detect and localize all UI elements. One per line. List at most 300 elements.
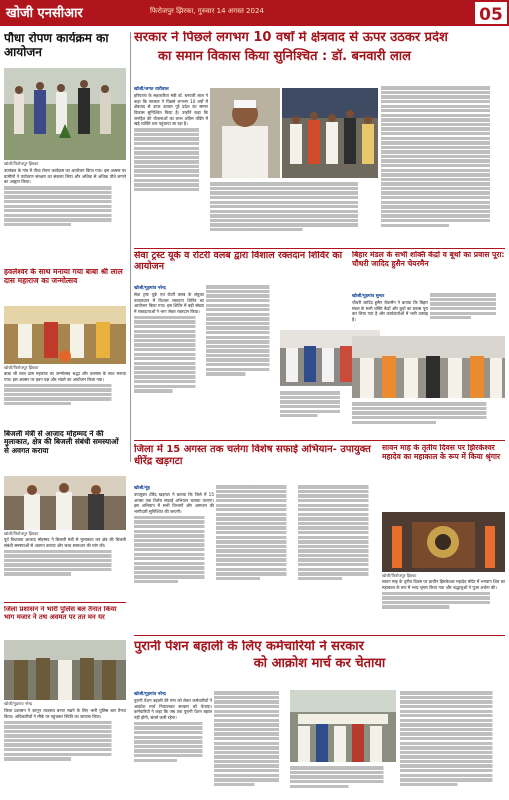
text-line: [4, 209, 126, 212]
text-line: [382, 601, 505, 604]
lead-photo-event: [282, 88, 378, 178]
text-line: [4, 200, 126, 203]
text-line: [134, 325, 204, 328]
text-line: [298, 577, 378, 580]
text-line: [206, 308, 278, 311]
text-line: [4, 568, 126, 571]
text-line: [4, 748, 126, 751]
text-line: [206, 290, 278, 293]
text-line: [216, 531, 296, 534]
text-line: [4, 191, 126, 194]
electricity-body: पूर्व विधायक आजाद मोहम्मद ने बिजली मंत्री से मुलाकात कर क्षेत्र की बिजली संबंधी समस्याओं से अवगत कराया और जल्द समाधान की मांग की।: [4, 537, 126, 548]
text-line: [298, 490, 378, 493]
text-line: [210, 214, 378, 217]
bihar-headline: बिहार मंडल के सभी शक्ति केंद्रों व बूथों का प्रवास पूरा: चौधरी जादिद हुसैन चेयरमैन: [352, 251, 505, 268]
text-line: [206, 336, 278, 339]
electricity-headline: बिजली मंत्री से आजाद मोहम्मद ने की मुलाकात, क्षेत्र की बिजली संबंधी समस्याओं से अवगत कराया: [4, 430, 119, 455]
pension-headline-line2: को आक्रोश मार्च कर चेताया: [253, 655, 386, 671]
text-line: [381, 91, 505, 94]
text-line: [134, 137, 208, 140]
party-workers-image: [352, 336, 505, 398]
blood-camp-text-col3: [280, 390, 348, 434]
text-line: [298, 554, 378, 557]
text-line: [400, 728, 505, 731]
cleanliness-text-col2: [216, 484, 296, 632]
text-line: [134, 580, 214, 583]
lead-text-col-right: [381, 85, 505, 245]
story-shravan: [382, 444, 505, 488]
text-line: [134, 722, 212, 725]
text-line: [298, 540, 378, 543]
text-line: [381, 114, 505, 117]
pension-text-col2: [214, 690, 288, 798]
text-line: [216, 545, 296, 548]
police-body: जिला प्रशासन ने कानून व्यवस्था बनाए रखने के लिए भारी पुलिस बल तैनात किया। अधिकारियों ने मौके पर पहुंचकर स्थिति का जायजा लिया।: [4, 708, 126, 719]
text-line: [400, 737, 505, 740]
text-line: [134, 516, 214, 519]
text-line: [4, 572, 126, 575]
text-line: [134, 348, 204, 351]
text-line: [206, 368, 278, 371]
event-crowd-image: [282, 88, 378, 178]
text-line: [214, 705, 288, 708]
text-line: [134, 188, 208, 191]
text-line: [290, 775, 396, 778]
tree-plantation-caption: खोजी/फिरोजपुर झिरका: [4, 161, 39, 166]
pension-headline-line1: पुरानी पेंशन बहाली के लिए कर्मचारियों ने सरकार: [134, 640, 364, 654]
text-line: [134, 169, 208, 172]
text-line: [214, 774, 288, 777]
text-line: [216, 494, 296, 497]
text-line: [381, 137, 505, 140]
text-line: [134, 731, 212, 734]
text-line: [206, 372, 278, 375]
text-line: [381, 155, 505, 158]
text-line: [298, 558, 378, 561]
text-line: [298, 504, 378, 507]
text-line: [298, 499, 378, 502]
lead-headline-line2: का समान विकास किया सुनिश्चित : डॉ. बनवारी लाल: [158, 48, 411, 64]
text-line: [134, 575, 214, 578]
text-line: [134, 156, 208, 159]
text-line: [216, 568, 296, 571]
dateline: फिरोजपुर झिरका, गुरुवार 14 अगस्त 2024: [150, 7, 264, 15]
text-line: [134, 362, 204, 365]
police-caption: खोजी/गुड़गांव नरेन्द्र: [4, 701, 33, 706]
text-line: [206, 331, 278, 334]
text-line: [4, 725, 126, 728]
bihar-text-lower: [352, 401, 505, 435]
text-line: [214, 691, 288, 694]
text-line: [298, 522, 378, 525]
text-line: [400, 723, 505, 726]
text-line: [4, 186, 126, 189]
text-line: [298, 513, 378, 516]
text-line: [134, 380, 204, 383]
pension-text-under-photo: [290, 765, 396, 798]
text-line: [216, 485, 296, 488]
text-line: [134, 353, 204, 356]
text-line: [381, 191, 505, 194]
text-line: [206, 299, 278, 302]
text-line: [210, 201, 378, 204]
text-line: [134, 740, 212, 743]
cleanliness-body: उपायुक्त धीरेंद्र खड़गटा ने बताया कि जिले में 15 अगस्त तक विशेष सफाई अभियान चलाया जाएगा। इस अभियान में सभी विभागों और आमजन की भागीदारी सुनिश्चित की जाएगी।: [134, 492, 214, 515]
text-line: [210, 228, 378, 231]
text-line: [400, 774, 505, 777]
text-line: [134, 385, 204, 388]
page-number: 05: [473, 0, 509, 26]
text-line: [400, 783, 505, 786]
text-line: [298, 531, 378, 534]
havan-headline: हवलेश्वर के साथ मनाया गया बाबा श्री लाल दास महाराज का जन्मोत्सव: [4, 268, 123, 285]
havan-caption: खोजी/फिरोजपुर झिरका: [4, 365, 39, 370]
text-line: [400, 700, 505, 703]
text-line: [400, 755, 505, 758]
havan-text: [4, 371, 126, 427]
bihar-body: चौधरी जादिद हुसैन चेयरमैन ने बताया कि बिहार मंडल के सभी शक्ति केंद्रों और बूथों का प्रवास पूरा कर लिया गया है और कार्यकर्ताओं में भारी उत्साह है।: [352, 300, 428, 323]
text-line: [216, 490, 296, 493]
text-line: [381, 118, 505, 121]
text-line: [134, 371, 204, 374]
text-line: [214, 737, 288, 740]
text-line: [381, 109, 505, 112]
text-line: [430, 298, 505, 301]
cleanliness-text: [134, 484, 214, 632]
section-divider: [134, 248, 505, 249]
text-line: [206, 313, 278, 316]
newspaper-name: खोजी एनसीआर: [6, 6, 83, 21]
text-line: [4, 730, 126, 733]
text-line: [381, 86, 505, 89]
story-bihar: [352, 251, 505, 291]
text-line: [134, 759, 212, 762]
text-line: [134, 375, 204, 378]
cleanliness-text-col3: [298, 484, 378, 632]
tree-plantation-photo: [4, 68, 126, 160]
text-line: [381, 219, 505, 222]
story-havan: [4, 268, 126, 308]
shiva-shringar-image: [382, 512, 505, 572]
text-line: [298, 549, 378, 552]
text-line: [381, 141, 505, 144]
text-line: [216, 554, 296, 557]
text-line: [134, 389, 204, 392]
pension-text-col4: [400, 690, 505, 798]
text-line: [216, 577, 296, 580]
text-line: [216, 499, 296, 502]
text-line: [381, 187, 505, 190]
text-line: [206, 340, 278, 343]
text-line: [381, 146, 505, 149]
text-line: [134, 745, 212, 748]
text-line: [381, 105, 505, 108]
text-line: [400, 696, 505, 699]
text-line: [298, 536, 378, 539]
text-line: [4, 739, 126, 742]
text-line: [381, 169, 505, 172]
text-line: [381, 164, 505, 167]
text-line: [381, 201, 505, 204]
text-line: [134, 530, 214, 533]
text-line: [214, 760, 288, 763]
text-line: [206, 358, 278, 361]
text-line: [216, 563, 296, 566]
text-line: [134, 316, 204, 319]
blood-camp-text: [134, 284, 204, 434]
havan-photo: [4, 306, 126, 364]
text-line: [134, 566, 214, 569]
text-line: [430, 307, 505, 310]
text-line: [400, 778, 505, 781]
text-line: [214, 769, 288, 772]
text-line: [381, 196, 505, 199]
text-line: [210, 205, 378, 208]
text-line: [381, 100, 505, 103]
text-line: [298, 545, 378, 548]
text-line: [381, 224, 505, 227]
text-line: [400, 769, 505, 772]
text-line: [134, 343, 204, 346]
story-pension: [134, 640, 505, 686]
text-line: [381, 210, 505, 213]
story-electricity: [4, 430, 126, 474]
lead-text-col1: [134, 85, 208, 245]
text-line: [400, 760, 505, 763]
text-line: [4, 753, 126, 756]
text-line: [400, 751, 505, 754]
text-line: [298, 494, 378, 497]
text-line: [381, 159, 505, 162]
story-police: [4, 606, 126, 636]
text-line: [381, 178, 505, 181]
shravan-headline: सावन माह के तृतीय दिवस पर झिरकेश्वर महादेव का महाकाल के रूप में किया श्रृंगार: [382, 444, 501, 461]
text-line: [298, 526, 378, 529]
text-line: [214, 696, 288, 699]
text-line: [134, 366, 204, 369]
text-line: [214, 742, 288, 745]
text-line: [134, 736, 212, 739]
text-line: [206, 363, 278, 366]
text-line: [382, 605, 505, 608]
text-line: [400, 764, 505, 767]
text-line: [134, 165, 208, 168]
text-line: [206, 349, 278, 352]
text-line: [214, 728, 288, 731]
electricity-photo: [4, 476, 126, 530]
text-line: [290, 771, 396, 774]
story-cleanliness: [134, 444, 378, 482]
text-line: [216, 540, 296, 543]
text-line: [206, 326, 278, 329]
text-line: [210, 182, 378, 185]
text-line: [352, 402, 505, 405]
text-line: [210, 187, 378, 190]
text-line: [216, 508, 296, 511]
text-line: [4, 384, 126, 387]
havan-body: बाबा श्री लाल दास महाराज का जन्मोत्सव श्रद्धा और उल्लास के साथ मनाया गया। इस अवसर पर हवन यज्ञ और भंडारे का आयोजन किया गया।: [4, 371, 126, 382]
electricity-caption: खोजी/फिरोजपुर झिरका: [4, 531, 39, 536]
lead-headline-line1: सरकार ने पिछले लगभग 10 वर्षों में क्षेत्रवाद से ऊपर उठकर प्रदेश: [134, 31, 448, 45]
text-line: [134, 142, 208, 145]
text-line: [381, 214, 505, 217]
text-line: [214, 700, 288, 703]
text-line: [4, 757, 126, 760]
text-line: [134, 539, 214, 542]
text-line: [352, 407, 505, 410]
text-line: [134, 543, 214, 546]
text-line: [400, 714, 505, 717]
text-line: [381, 182, 505, 185]
text-line: [134, 548, 214, 551]
text-line: [206, 322, 278, 325]
shravan-caption: खोजी/फिरोजपुर झिरका: [382, 573, 417, 578]
section-divider: [134, 635, 505, 636]
lead-byline: खोजी/जगत धारीवाल: [134, 87, 169, 92]
text-line: [134, 133, 208, 136]
bihar-text-col2: [430, 292, 505, 332]
text-line: [134, 179, 208, 182]
text-line: [4, 393, 126, 396]
text-line: [134, 160, 208, 163]
text-line: [134, 726, 212, 729]
text-line: [298, 563, 378, 566]
protest-march-image: [290, 690, 396, 762]
text-line: [4, 223, 126, 226]
text-line: [206, 294, 278, 297]
text-line: [214, 746, 288, 749]
text-line: [4, 195, 126, 198]
text-line: [216, 517, 296, 520]
text-line: [381, 127, 505, 130]
text-line: [298, 568, 378, 571]
text-line: [4, 563, 126, 566]
text-line: [134, 749, 212, 752]
text-line: [430, 293, 505, 296]
pension-byline: खोजी/गुड़गांव नरेन्द्र: [134, 692, 166, 697]
text-line: [216, 526, 296, 529]
text-line: [400, 705, 505, 708]
text-line: [216, 504, 296, 507]
text-line: [214, 778, 288, 781]
text-line: [206, 345, 278, 348]
police-text: [4, 708, 126, 798]
text-line: [4, 205, 126, 208]
column-divider: [130, 32, 131, 462]
shravan-text: [382, 579, 505, 633]
text-line: [134, 553, 214, 556]
text-line: [4, 388, 126, 391]
lead-text-under-photos: [210, 181, 378, 245]
text-line: [430, 316, 505, 319]
text-line: [4, 397, 126, 400]
text-line: [352, 421, 505, 424]
text-line: [210, 210, 378, 213]
text-line: [134, 320, 204, 323]
electricity-text: [4, 537, 126, 599]
text-line: [214, 751, 288, 754]
text-line: [206, 354, 278, 357]
text-line: [4, 214, 126, 217]
lead-body: हरियाणा के सहकारिता मंत्री डॉ. बनवारी लाल ने कहा कि सरकार ने पिछले लगभग 10 वर्षों में क्षेत्रवाद से ऊपर उठकर पूरे प्रदेश का समान विकास सुनिश्चित किया है। उन्होंने कहा कि जनहित की योजनाओं का लाभ अंतिम पंक्ति में खड़े व्यक्ति तक पहुंचाया जा रहा है।: [134, 93, 208, 127]
lead-photo-minister: [210, 88, 280, 178]
text-line: [134, 557, 214, 560]
tree-plantation-body: उपमंडल के गांव में पौधा रोपण कार्यक्रम का आयोजन किया गया। इस अवसर पर ग्रामीणों ने पर्यावरण संरक्षण का संकल्प लिया और अधिक से अधिक पौधे लगाने का आह्वान किया।: [4, 168, 126, 185]
text-line: [400, 746, 505, 749]
cleanliness-byline: खोजी/नूंह: [134, 486, 150, 491]
text-line: [298, 517, 378, 520]
blood-camp-byline: खोजी/गुड़गांव नरेन्द्र: [134, 286, 166, 291]
story-lead: [134, 31, 505, 83]
shravan-body: सावन माह के तृतीय दिवस पर प्राचीन झिरकेश्वर महादेव मंदिर में भगवान शिव का महाकाल के रूप में भव्य श्रृंगार किया गया और श्रद्धालुओं ने पूजा अर्चना की।: [382, 579, 505, 590]
text-line: [381, 150, 505, 153]
havan-ceremony-image: [4, 306, 126, 364]
text-line: [400, 691, 505, 694]
bihar-text: [352, 292, 428, 332]
text-line: [400, 710, 505, 713]
police-force-image: [4, 640, 126, 700]
blood-camp-body: सेवा ट्रस्ट यूके एवं रोटरी क्लब के संयुक्त तत्वावधान में विशाल रक्तदान शिविर का आयोजन किया गया। इस शिविर में बड़ी संख्या में रक्तदाताओं ने भाग लेकर रक्तदान किया।: [134, 292, 204, 315]
text-line: [134, 525, 214, 528]
blood-camp-text-col2: [206, 284, 278, 434]
text-line: [214, 755, 288, 758]
text-line: [430, 312, 505, 315]
text-line: [134, 334, 204, 337]
meeting-minister-image: [4, 476, 126, 530]
story-blood-camp: [134, 251, 348, 281]
text-line: [214, 764, 288, 767]
text-line: [280, 405, 348, 408]
text-line: [381, 132, 505, 135]
pension-text: [134, 690, 212, 798]
text-line: [216, 572, 296, 575]
text-line: [400, 732, 505, 735]
text-line: [382, 592, 505, 595]
text-line: [430, 302, 505, 305]
text-line: [298, 508, 378, 511]
text-line: [134, 520, 214, 523]
text-line: [290, 785, 396, 788]
section-divider: [4, 602, 126, 603]
tree-plantation-text: [4, 168, 126, 260]
people-planting-image: [4, 68, 126, 160]
text-line: [4, 743, 126, 746]
text-line: [206, 285, 278, 288]
bihar-photo: [352, 336, 505, 398]
text-line: [134, 183, 208, 186]
text-line: [206, 304, 278, 307]
pension-body: पुरानी पेंशन बहाली की मांग को लेकर कर्मचारियों ने आक्रोश मार्च निकालकर सरकार को चेताया। कर्मचारियों ने कहा कि जब तक पुरानी पेंशन बहाल नहीं होगी, संघर्ष जारी रहेगा।: [134, 698, 212, 721]
text-line: [280, 414, 348, 417]
text-line: [206, 317, 278, 320]
shravan-photo: [382, 512, 505, 572]
text-line: [210, 191, 378, 194]
masthead: [0, 0, 509, 26]
text-line: [352, 411, 505, 414]
text-line: [134, 339, 204, 342]
minister-portrait-image: [210, 88, 280, 178]
cleanliness-headline: जिला में 15 अगस्त तक चलेगा विशेष सफाई अभियान- उपायुक्त धीरेंद्र खड़गटा: [134, 444, 371, 467]
tree-plantation-headline: पौधा रोपण कार्यक्रम का आयोजन: [4, 32, 109, 59]
text-line: [4, 550, 126, 553]
text-line: [134, 357, 204, 360]
text-line: [216, 513, 296, 516]
text-line: [290, 766, 396, 769]
text-line: [381, 205, 505, 208]
text-line: [134, 147, 208, 150]
text-line: [216, 558, 296, 561]
text-line: [280, 396, 348, 399]
